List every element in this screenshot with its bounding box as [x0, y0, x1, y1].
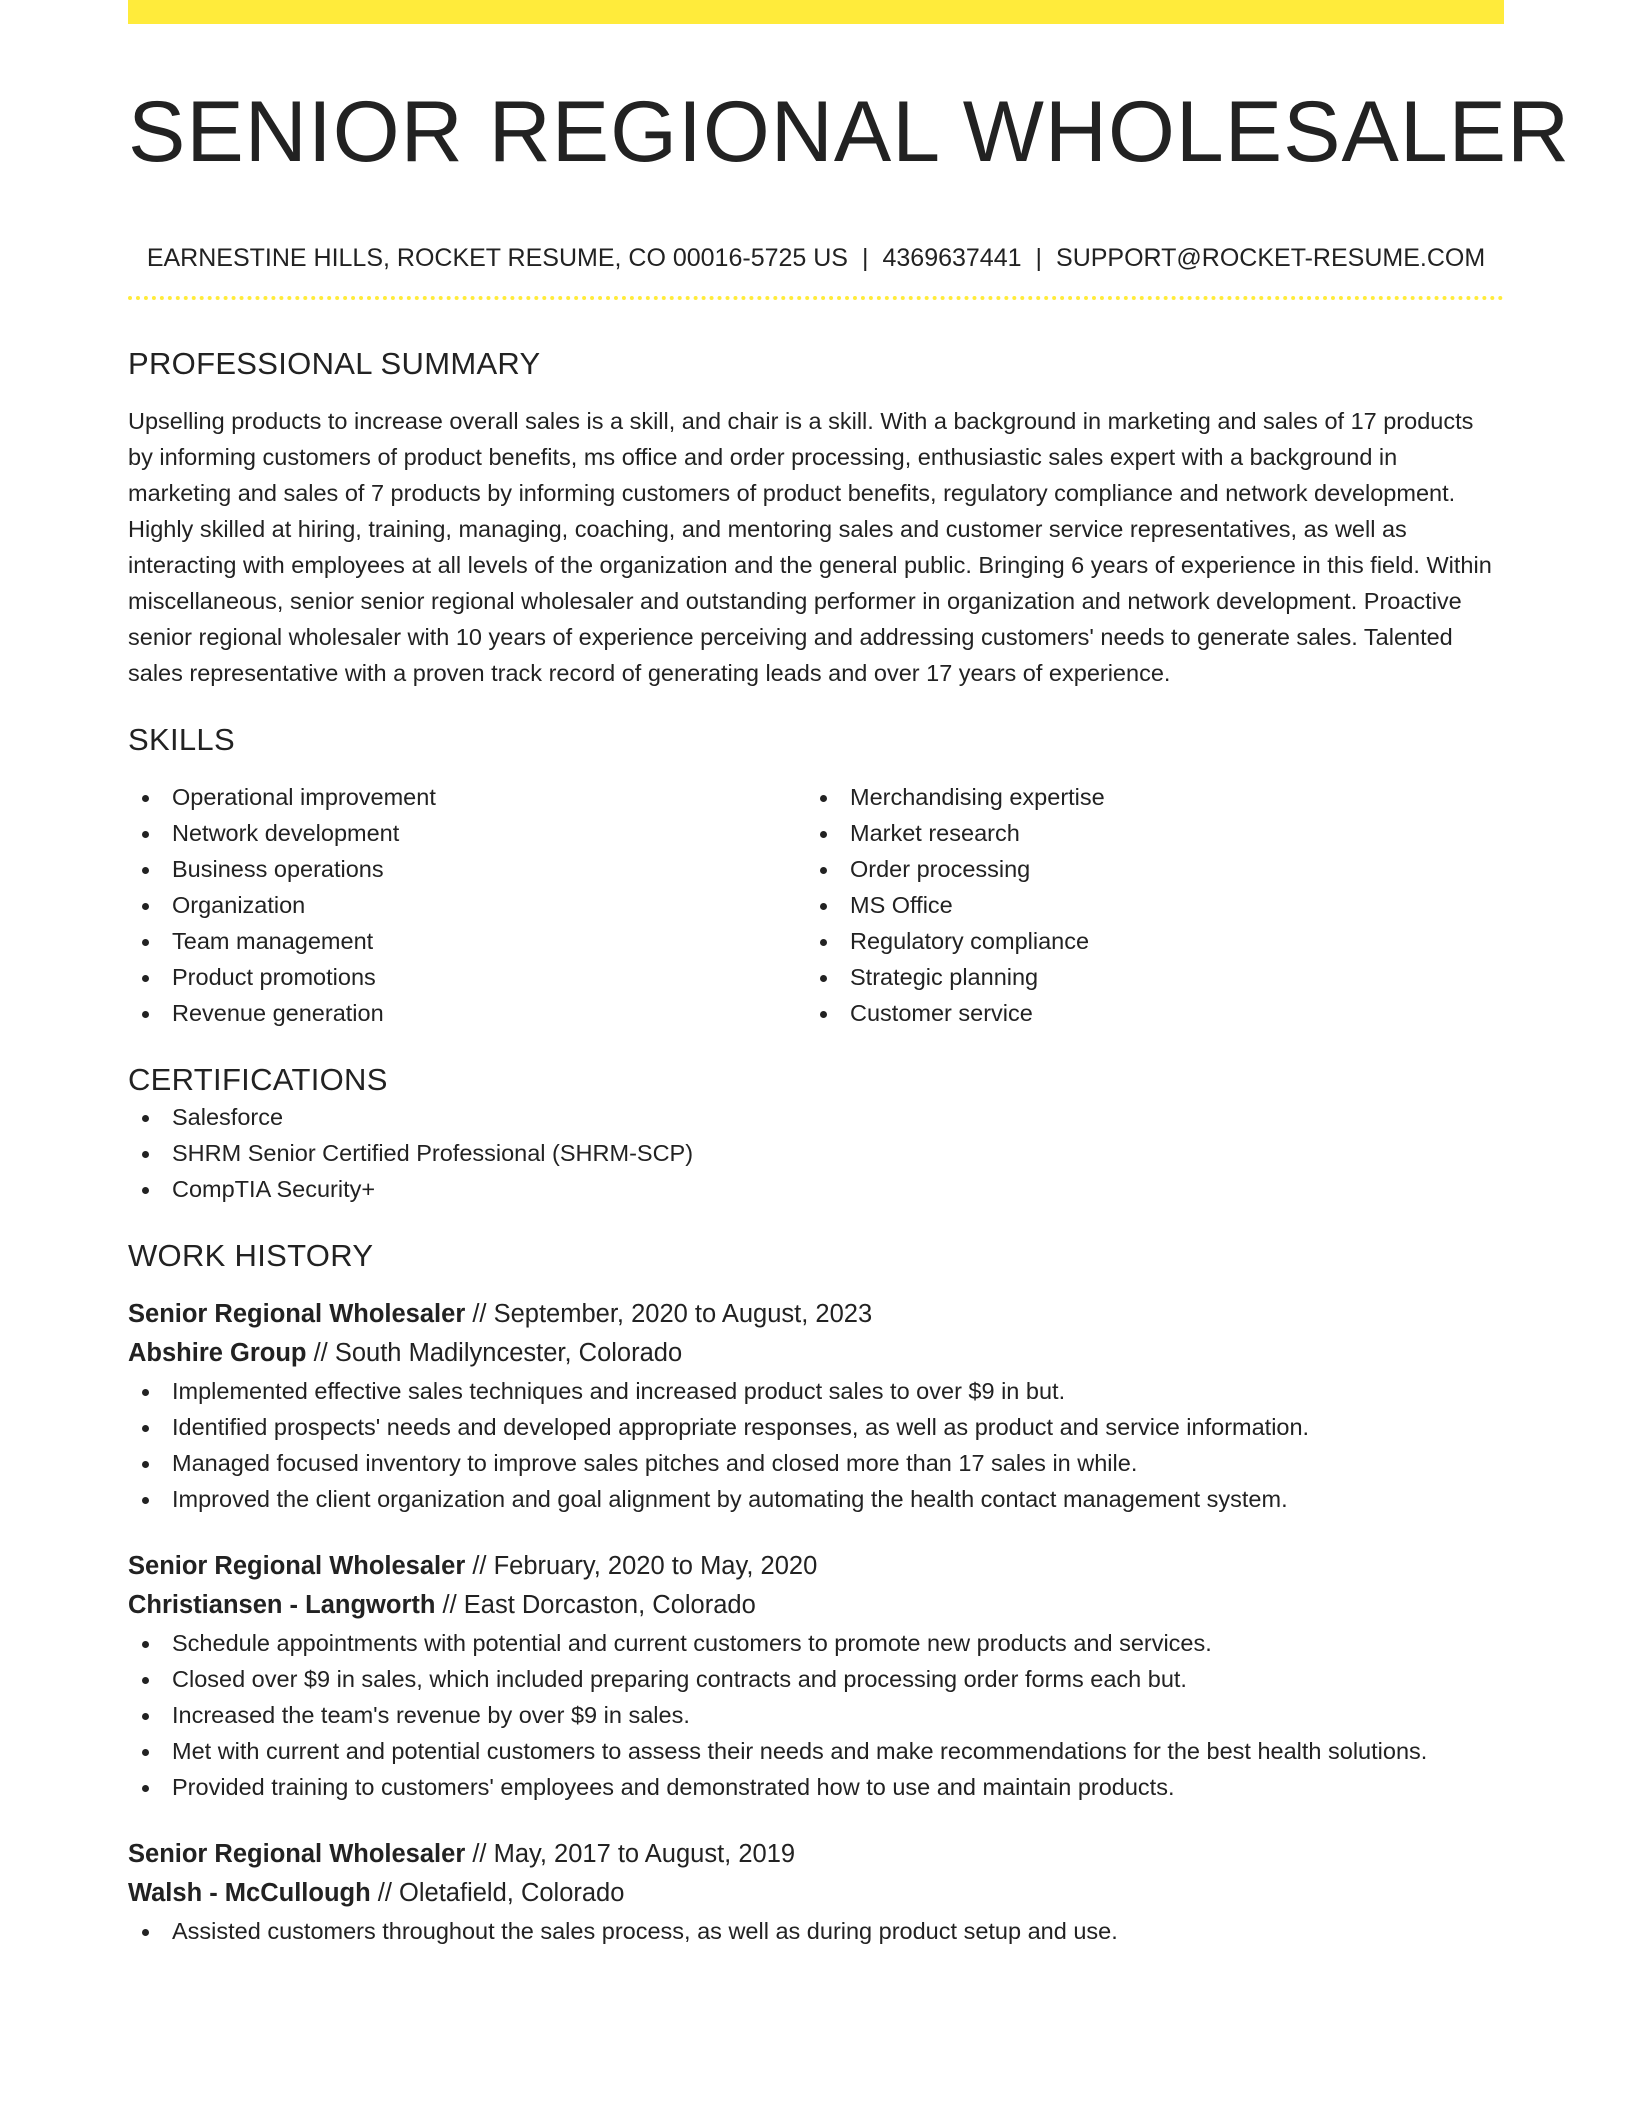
contact-separator: |	[1035, 244, 1043, 272]
job-role: Senior Regional Wholesaler	[128, 1552, 466, 1580]
job-duties-list	[128, 1373, 1504, 1517]
skill-item: Regulatory compliance	[806, 923, 1484, 959]
summary-heading: PROFESSIONAL SUMMARY	[128, 346, 541, 381]
top-accent-bar	[128, 0, 1504, 24]
skills-columns	[128, 779, 1504, 1031]
resume-page	[128, 0, 1571, 1949]
job-duty-item: Implemented effective sales techniques and increased product sales to over $9 in but.	[128, 1373, 1504, 1409]
job-duty-item: Provided training to customers' employees and demonstrated how to use and maintain products.	[128, 1769, 1504, 1805]
job-duties-list	[128, 1625, 1504, 1805]
certification-item: Salesforce	[128, 1099, 1504, 1135]
job-dates: // February, 2020 to May, 2020	[465, 1552, 818, 1580]
skill-item: Merchandising expertise	[806, 779, 1484, 815]
job-duty-item: Closed over $9 in sales, which included preparing contracts and processing order forms each but.	[128, 1661, 1504, 1697]
job-location: // East Dorcaston, Colorado	[435, 1591, 756, 1619]
skill-item: Business operations	[128, 851, 806, 887]
job-dates: // May, 2017 to August, 2019	[465, 1840, 796, 1868]
skills-list-left	[128, 779, 806, 1031]
skills-list-right	[806, 779, 1484, 1031]
job-company: Abshire Group	[128, 1339, 307, 1367]
skill-item: Team management	[128, 923, 806, 959]
skill-item: Operational improvement	[128, 779, 806, 815]
job-company: Walsh - McCullough	[128, 1879, 371, 1907]
skill-item: Strategic planning	[806, 959, 1484, 995]
certifications-heading: CERTIFICATIONS	[128, 1062, 388, 1097]
job-duty-item: Improved the client organization and goal alignment by automating the health contact management system.	[128, 1481, 1504, 1517]
job-duty-item: Increased the team's revenue by over $9 in sales.	[128, 1697, 1504, 1733]
contact-phone: 4369637441	[882, 244, 1022, 272]
contact-email: SUPPORT@ROCKET-RESUME.COM	[1056, 244, 1486, 272]
job-duty-item: Met with current and potential customers to assess their needs and make recommendations for the best health solutions.	[128, 1733, 1504, 1769]
contact-separator: |	[861, 244, 869, 272]
job-company: Christiansen - Langworth	[128, 1591, 436, 1619]
job-duty-item: Managed focused inventory to improve sales pitches and closed more than 17 sales in while.	[128, 1445, 1504, 1481]
certifications-list	[128, 1099, 1504, 1207]
job-entry	[128, 1547, 1504, 1805]
job-role: Senior Regional Wholesaler	[128, 1840, 466, 1868]
job-duty-item: Schedule appointments with potential and current customers to promote new products and services.	[128, 1625, 1504, 1661]
skill-item: Revenue generation	[128, 995, 806, 1031]
summary-text: Upselling products to increase overall sales is a skill, and chair is a skill. With a background in marketing and sales of 17 products by informing customers of product benefits, ms office and order processing, enthusiastic sales expert with a background in marketing and sales of 7 products by informing customers of product benefits, regulatory compliance and network development. Highly skilled at hiring, training, managing, coaching, and mentoring sales and customer service representatives, as well as interacting with employees at all levels of the organization and the general public. Bringing 6 years of experience in this field. Within miscellaneous, senior senior regional wholesaler and outstanding performer in organization and network development. Proactive senior regional wholesaler with 10 years of experience perceiving and addressing customers' needs to generate sales. Talented sales representative with a proven track record of generating leads and over 17 years of experience.	[128, 408, 1492, 686]
contact-address: EARNESTINE HILLS, ROCKET RESUME, CO 00016-5725 US	[146, 244, 848, 272]
job-role: Senior Regional Wholesaler	[128, 1300, 466, 1328]
job-role-line	[128, 1295, 1504, 1334]
job-duty-item: Assisted customers throughout the sales process, as well as during product setup and use.	[128, 1913, 1504, 1949]
job-location: // South Madilyncester, Colorado	[306, 1339, 683, 1367]
skills-heading: SKILLS	[128, 722, 235, 757]
skill-item: Organization	[128, 887, 806, 923]
skill-item: Customer service	[806, 995, 1484, 1031]
skill-item: MS Office	[806, 887, 1484, 923]
job-company-line	[128, 1874, 1504, 1913]
job-location: // Oletafield, Colorado	[370, 1879, 625, 1907]
job-dates: // September, 2020 to August, 2023	[465, 1300, 873, 1328]
job-role-line	[128, 1547, 1504, 1586]
job-role-line	[128, 1835, 1504, 1874]
certification-item: SHRM Senior Certified Professional (SHRM-SCP)	[128, 1135, 1504, 1171]
job-entry	[128, 1835, 1504, 1949]
job-company-line	[128, 1586, 1504, 1625]
skill-item: Network development	[128, 815, 806, 851]
contact-line	[128, 242, 1504, 274]
resume-title: SENIOR REGIONAL WHOLESALER	[128, 84, 1571, 180]
skill-item: Product promotions	[128, 959, 806, 995]
certification-item: CompTIA Security+	[128, 1171, 1504, 1207]
job-company-line	[128, 1334, 1504, 1373]
job-entry	[128, 1295, 1504, 1517]
skill-item: Market research	[806, 815, 1484, 851]
job-duty-item: Identified prospects' needs and developed appropriate responses, as well as product and service information.	[128, 1409, 1504, 1445]
header-divider	[128, 296, 1504, 300]
job-duties-list	[128, 1913, 1504, 1949]
skill-item: Order processing	[806, 851, 1484, 887]
work-history-heading: WORK HISTORY	[128, 1238, 374, 1273]
